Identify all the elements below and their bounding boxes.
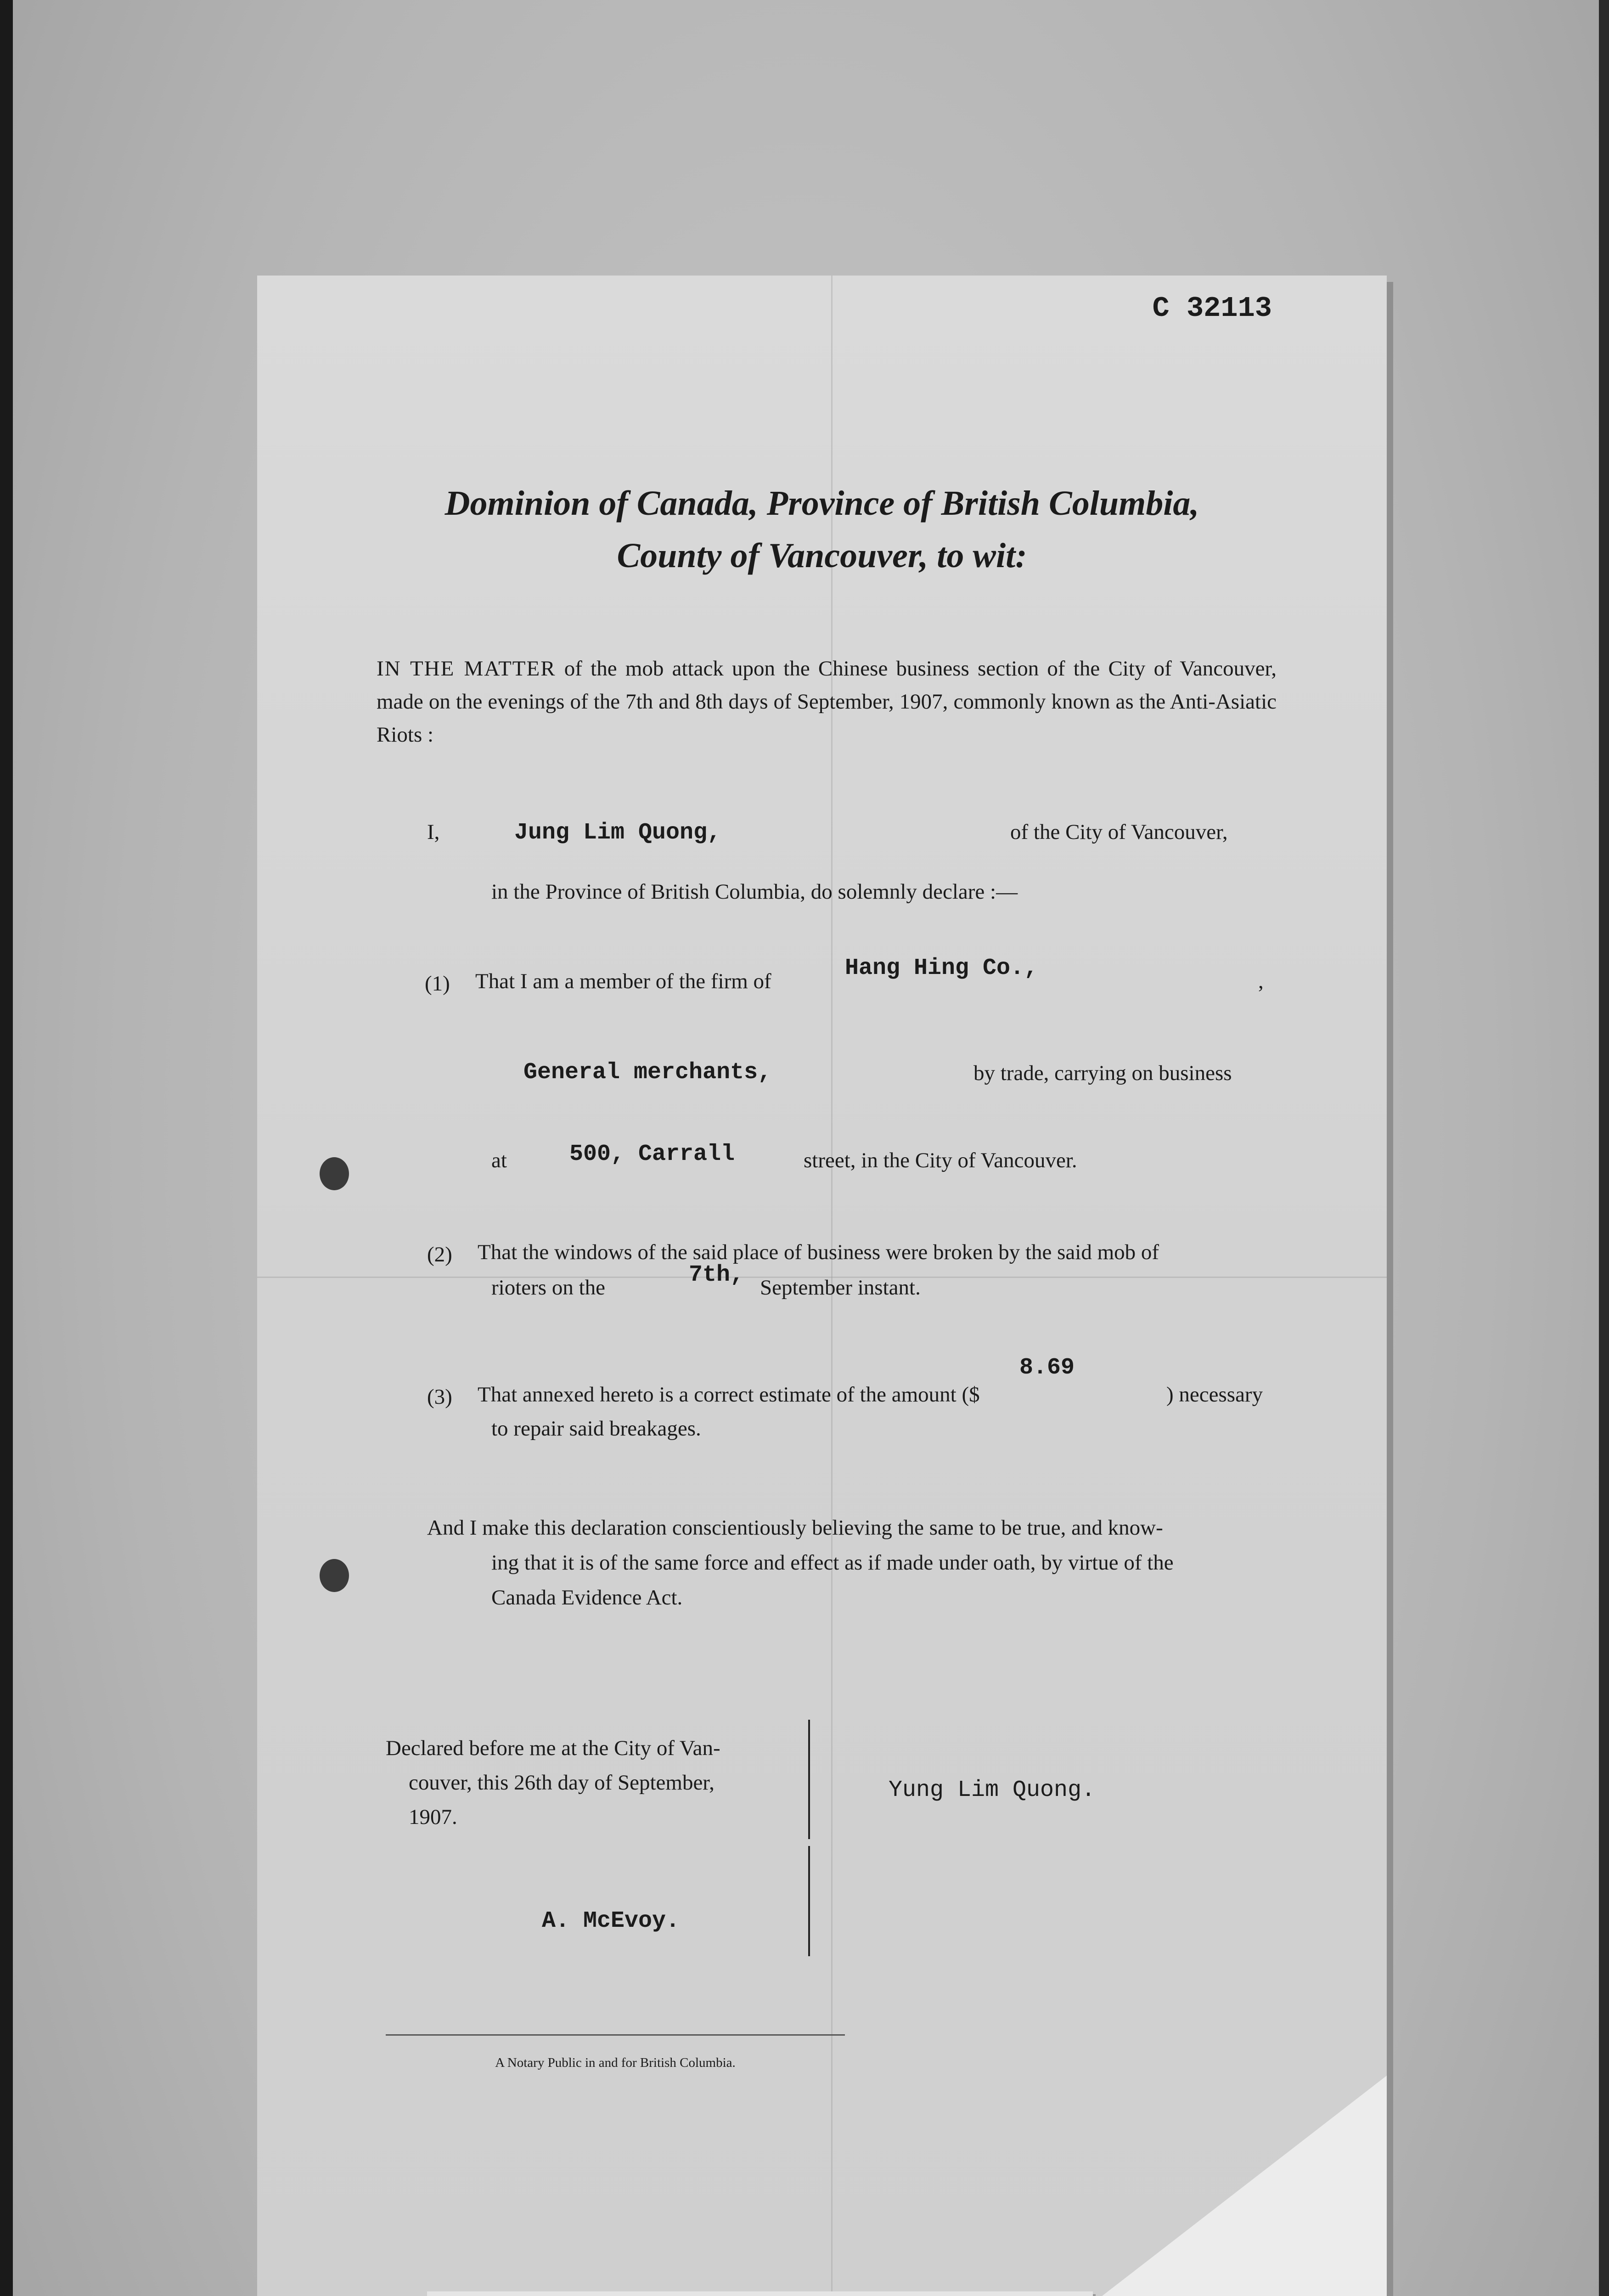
matter-text: of the mob attack upon the Chinese business section of the City of Vancouver, made on the evenings of the 7th and 8th days of September, 1907, commonly known as the Anti-Asiatic Riots :: [377, 657, 1277, 747]
declarant-province: in the Province of British Columbia, do solemnly declare :—: [491, 880, 1018, 904]
firm-name: Hang Hing Co.,: [845, 955, 1038, 981]
matter-caps: IN THE MATTER: [377, 657, 556, 681]
declared-line-3: 1907.: [409, 1805, 457, 1829]
item-3-number: (3): [427, 1385, 452, 1409]
amount-value: 8.69: [1019, 1355, 1075, 1381]
film-edge-left: [0, 0, 13, 2296]
film-edge-right: [1599, 0, 1609, 2296]
signature-divider-lower: [808, 1846, 810, 1956]
item-1-comma: ,: [1258, 969, 1264, 993]
folded-corner: [1102, 2076, 1387, 2296]
address-value: 500, Carrall: [569, 1141, 735, 1167]
declarant-city: of the City of Vancouver,: [1010, 820, 1228, 844]
punch-hole: [320, 1559, 349, 1592]
item-2-date: 7th,: [689, 1262, 744, 1288]
item-2-line-2a: rioters on the: [491, 1276, 605, 1300]
street-text: street, in the City of Vancouver.: [804, 1148, 1077, 1172]
closing-line-3: Canada Evidence Act.: [491, 1586, 683, 1609]
item-3-line-1a: That annexed hereto is a correct estimate of the amount ($: [478, 1383, 980, 1407]
declarant-signature: Yung Lim Quong.: [889, 1777, 1096, 1803]
closing-line-2: ing that it is of the same force and effect as if made under oath, by virtue of the: [491, 1551, 1174, 1575]
address-at: at: [491, 1148, 507, 1172]
item-1-number: (1): [425, 972, 450, 996]
declarant-name: Jung Lim Quong,: [514, 820, 721, 846]
trade-value: General merchants,: [523, 1059, 772, 1086]
declared-line-1: Declared before me at the City of Van-: [386, 1736, 720, 1760]
punch-hole: [320, 1157, 349, 1190]
item-2-line-2b: September instant.: [760, 1276, 921, 1300]
item-3-line-2: to repair said breakages.: [491, 1417, 701, 1441]
declarant-i: I,: [427, 820, 440, 844]
item-2-line-1: That the windows of the said place of business were broken by the said mob of: [478, 1240, 1159, 1264]
reference-number: C 32113: [1152, 292, 1272, 325]
signature-divider-upper: [808, 1720, 810, 1839]
item-1-text: That I am a member of the firm of: [475, 969, 771, 993]
archive-label-slip: [427, 2291, 1093, 2296]
trade-text: by trade, carrying on business: [973, 1061, 1232, 1085]
declaration-document: [257, 276, 1387, 2296]
declared-line-2: couver, this 26th day of September,: [409, 1771, 714, 1795]
item-3-line-1b: ) necessary: [1166, 1383, 1263, 1407]
notary-caption: A Notary Public in and for British Columbia.: [495, 2055, 736, 2070]
item-2-number: (2): [427, 1243, 452, 1266]
notary-signature-line: [386, 2034, 845, 2036]
matter-paragraph: [377, 652, 1277, 751]
heading-line-2: County of Vancouver, to wit:: [617, 536, 1027, 575]
heading-line-1: Dominion of Canada, Province of British Columbia,: [444, 484, 1199, 523]
closing-line-1: And I make this declaration conscientiously believing the same to be true, and know-: [427, 1516, 1163, 1540]
notary-name: A. McEvoy.: [542, 1908, 680, 1934]
